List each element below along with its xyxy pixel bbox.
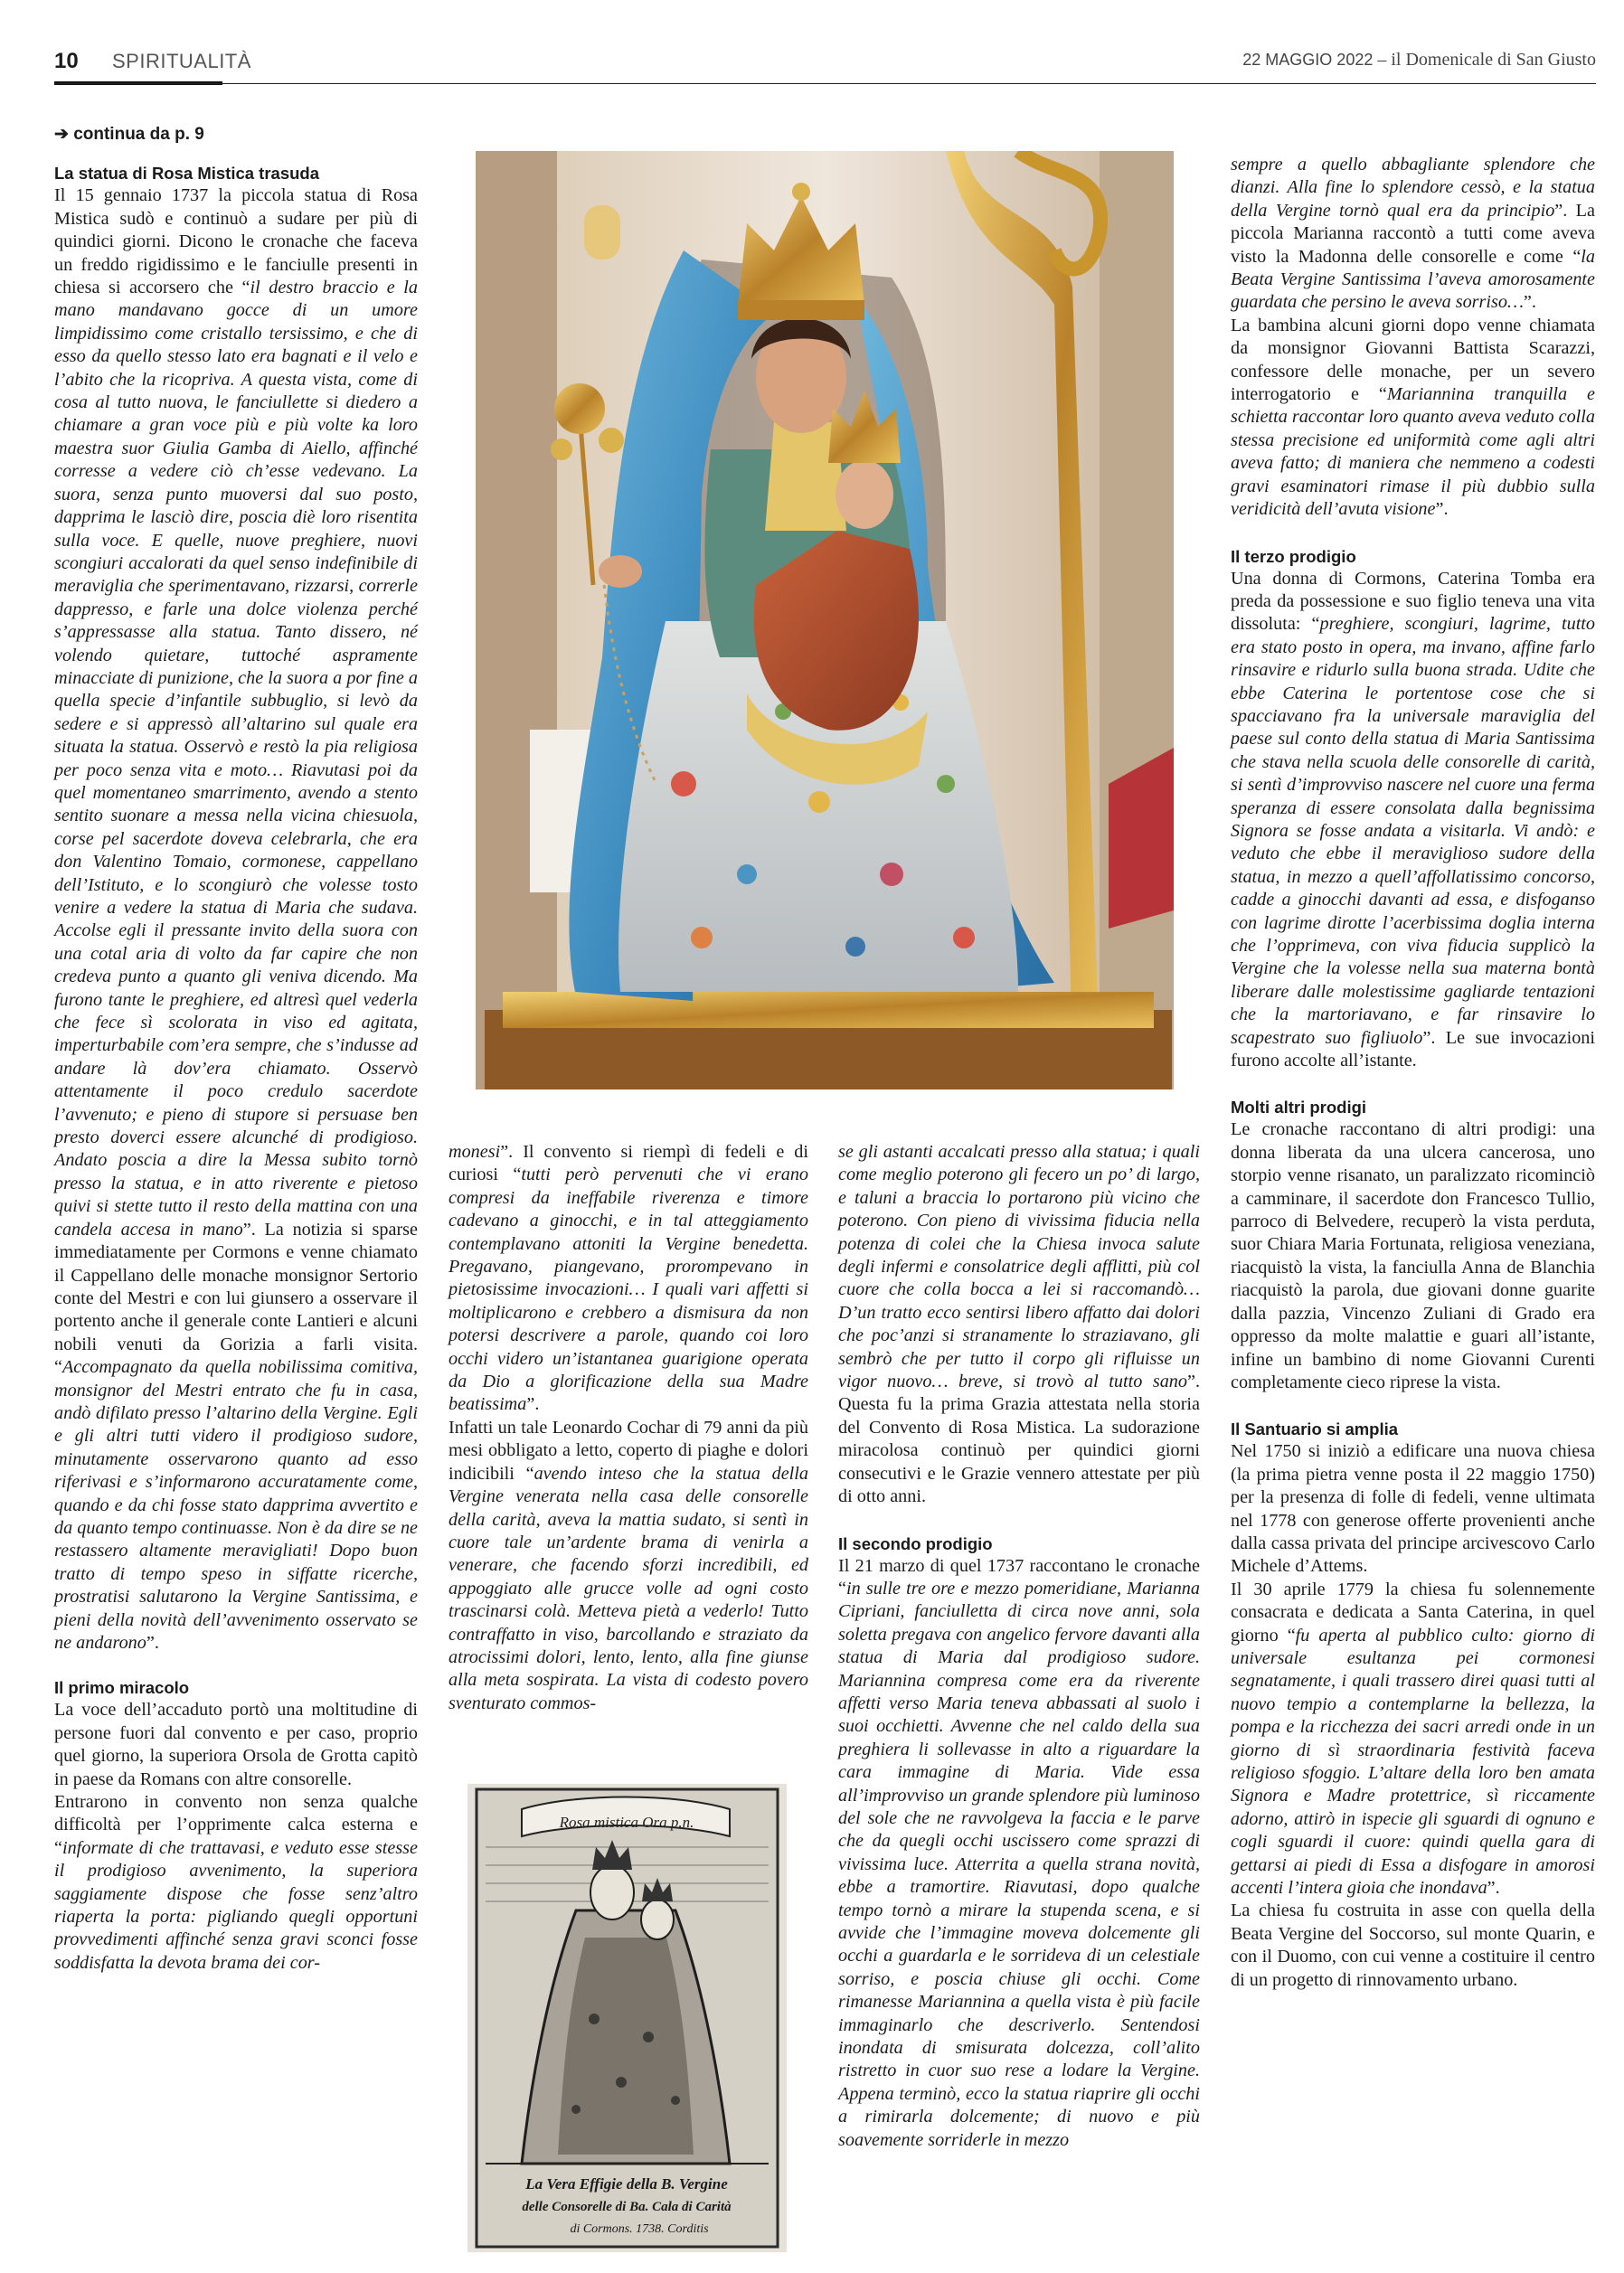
quote: preghiere, scongiuri, lagrime, tutto era stato posto in opera, ma invano, affine farlo rinsavire e ridurlo sulla buona strada. Udite che ebbe Caterina le portentose cose che si spacciavano fra la universale maraviglia del paese sul conto della statua di Maria Santissima che stava nella scuola delle consorelle di carità, si sentì d’improvviso nascere nel cuore una ferma speranza di essere consolata dalla begnissima Signora se fosse andata a visitarla. Vi andò: e veduto che ebbe il meraviglioso sudore della statua, in mezzo a quell’affollatissimo concorso, cadde a ginocchi davanti ad essa, e disfoganso con lagrime dirotte l’acerbissima doglia interna che l’opprimeva, con viva fiducia supplicò la Vergine che la volesse nella sua materna bontà liberare dalle molestissime gagliarde tentazioni che la martoriavano, e far rinsavire lo scapestrato suo figliuolo	[1231, 614, 1595, 1048]
header-rule	[54, 83, 1596, 84]
quote: in sulle tre ore e mezzo pomeridiane, Marianna Cipriani, fanciulletta di circa nove anni, sola soletta pregava con angelico fervore davanti alla statua di Maria dal prodigioso sudore. Mariannina compresa come era da riverente affetti verso Maria teneva abbassati al suolo i suoi occhietti. Avvenne che nel caldo della sua preghiera li sollevasse in alto a riguardare la cara immagine di Maria. Vide essa all’improvviso un grande splendore più luminoso del sole che ne ravvolgeva la faccia e le parve che da quegli occhi uscissero come sprazzi di vivissima luce. Atterrita a quella strana novità, ebbe a tramortire. Riavutasi, dopo qualche tempo tornò a mirare la stupenda scena, e si avvide che l’immagine moveva dolcemente gli occhi a guardarla e le sorrideva di un celestiale sorriso, e poscia chiuse gli occhi. Come rimanesse Mariannina a quella vista è più facile immaginarlo che descriverlo. Sentendosi inondata di smisurata dolcezza, coll’alito ristretto in cuor suo rese a lodare la Vergine. Appena terminò, ecco la statua riaprire gli occhi a rimirarla dolcemente; di nuovo e più soavemente sorriderle in mezzo	[838, 1578, 1200, 2150]
column-1	[54, 123, 418, 1975]
paragraph: sempre a quello abbagliante splendore che dianzi. Alla fine lo splendore cessò, e la statua della Vergine tornò qual era da principio”. La piccola Marianna raccontò a tutti come aveva visto la Madonna delle consorelle e come “la Beata Vergine Santissima l’aveva amorosamente guardata che persino le aveva sorriso…”.	[1231, 155, 1595, 313]
subheading-primo-miracolo: Il primo miracolo	[54, 1678, 190, 1698]
engraving-caption-line-2: delle Consorelle di Ba. Cala di Carità	[522, 2200, 732, 2214]
paragraph: La voce dell’accaduto portò una moltitudine di persone fuori dal convento e per caso, proprio quel giorno, la superiora Orsola de Grotta capitò in paese da Romans con altre consorelle.	[54, 1700, 418, 1789]
paragraph: Il 15 gennaio 1737 la piccola statua di Rosa Mistica sudò e continuò a sudare per più di quindici giorni. Dicono le cronache che faceva un freddo rigidissimo e le fanciulle presenti in chiesa si accorsero che “il destro braccio e la mano mandavano gocce di un umore limpidissimo come cristallo tersissimo, e che di esso da quello stesso lato era bagnati e il velo e l’abito che la ricopriva. A questa vista, come di cosa al tutto nuova, le fanciullette si diedero a chiamare a gran voce più e più volte ka loro maestra suor Giulia Gamba di Aiello, affinché corresse a vedere ciò ch’esse vedevano. La suora, senza punto muoversi dal suo posto, dapprima le lasciò dire, poscia diè loro risentita sulla voce. E quelle, nuove preghiere, nuovi scongiuri accalorati da quel senso indefinibile di meraviglia che sperimentavano, rizzarsi, correrle dappresso, e farle una dolce violenza perché s’appressasse alla statua. Tanto dissero, né volendo quietare, tuttoché aspramente minacciate di punizione, che la suora a por fine a quella specie d’infantile subbuglio, si levò da sedere e si appressò all’altarino sul quale era situata la statua. Osservò e restò la pia religiosa per poco senza vita e moto… Riavutasi poi da quel momentaneo smarrimento, avendo a stento sentito suonare a messa nella vicina chiesuola, corse pel sacerdote doveva celebrarla, che era don Valentino Tomaio, cormonese, cappellano dell’Istituto, e lo scongiurò che volesse tosto venire a vedere la statua di Maria che sudava. Accolse egli il pressante invito della suora con una cotal aria di volto da far capire che non credeva punto a quanto gli veniva dicendo. Ma furono tante le preghiere, ed altresì quel vederla che fece sì scolorata in viso ed agitata, imperturbabile com’era sempre, che s’indusse ad andare là dov’era chiamato. Osservò attentamente il poco credulo sacerdote l’avvenuto; e pieno di stupore si persuase ben presto doverci essere alcunché di prodigioso. Andato poscia a dire la Messa subito tornò presso la statua, e in atto riverente e pietoso quivi si stette tutto il resto della mattina con una candela accesa in mano”. La notizia si sparse immediatamente per Cormons e venne chiamato il Cappellano delle monache monsignor Sertorio conte del Mestri e con lui giunsero a osservare il portento anche il generale conte Lantieri e alcuni nobili venuti da Gorizia a farli visita. “Accompagnato da quella nobilissima comitiva, monsignor del Mestri entrato che fu in casa, andò difilato presso l’altarino della Vergine. Egli e gli altri tutti videro il prodigioso sudore, minutamente osservarono quanto ad esso riferivasi e s’informarono accuratamente come, quando e da chi fosse stato dapprima avvertito e da quanto tempo continuasse. Non è da dire se ne restassero altamente meravigliati! Dopo buon tratto di tempo speso in siffatte ricerche, prostratisi salutarono la Vergine Santissima, e pieni della novità dell’avvenimento osservato se ne andarono”.	[54, 185, 418, 1653]
paragraph: Infatti un tale Leonardo Cochar di 79 anni da più mesi obbligato a letto, coperto di piaghe e dolori indicibili “avendo inteso che la statua della Vergine venerata nella casa delle consorelle della carità, aveva la mattia sudato, si sentì in cuore tale un’ardente brama di venirla a venerare, che facendo sforzi incredibili, ed appoggiato alle grucce volle ad ogni costo trascinarsi colà. Metteva pietà a vederlo! Tutto contraffatto in viso, barcollando e straziato da atrocissimi dolori, lento, lento, alla fine giunse alla meta sospirata. La vista di codesto povero sventurato commos-	[448, 1417, 808, 1713]
paragraph: La chiesa fu costruita in asse con quella della Beata Vergine del Soccorso, sul monte Quarin, e con il Duomo, con cui venne a costituire il centro di un progetto di rinnovamento urbano.	[1231, 1900, 1595, 1990]
quote: tutti però pervenuti che vi erano compresi da ineffabile riverenza e timore cadevano a ginocchi, e in tal atteggiamento contemplavano attoniti la Vergine benedetta. Pregavano, piangevano, prorompevano in pietosissime invocazioni… I quali vari affetti si moltiplicarono e crebbero a dismisura da non potersi descrivere a parole, quando coi loro occhi videro un’istantanea guarigione operata da Dio a glorificazione della sua Madre beatissima	[448, 1165, 809, 1415]
column-3	[838, 1141, 1200, 2152]
paragraph: se gli astanti accalcati presso alla statua; i quali come meglio poterono gli fecero un po’ di largo, e taluni a braccia lo portarono più vicino che poterono. Con pieno di vivissima fiducia nella potenza di colei che la Chiesa invoca salute degli infermi e consolatrice degli afflitti, più col cuore che colla bocca a lei si raccomandò… D’un tratto ecco sentirsi libero affatto dai dolori che poc’anzi si stranamente lo straziavano, gli sembrò che per tutto il corpo gli rifluisse un vigor nuovo… breve, si trovò al tutto sano”. Questa fu la prima Grazia attestata nella storia del Convento di Rosa Mistica. La sudorazione miracolosa continuò per quindici giorni consecutivi e le Grazie vennero attestate per più di otto anni.	[838, 1142, 1200, 1507]
paragraph: Le cronache raccontano di altri prodigi: una donna liberata da una ulcera cancerosa, uno storpio venne risanato, un paralizzato ricominciò a camminare, il sacerdote don Francesco Tullio, parroco di Belvedere, recuperò la vista perduta, suor Chiara Maria Fortunata, religiosa veneziana, riacquistò la vista, la fanciulla Anna de Blanchia riacquistò la parola, due giovani donne guarite dalla pazzia, Vincenzo Zuliani di Grado era oppresso da molte malattie e guari all’istante, infine un bambino di nome Giovanni Curenti completamente cieco riprese la vista.	[1231, 1119, 1595, 1392]
quote: se gli astanti accalcati presso alla statua; i quali come meglio poterono gli fecero un po’ di largo, e taluni a braccia lo portarono più vicino che poterono. Con pieno di vivissima fiducia nella potenza di colei che la Chiesa invoca salute degli infermi e consolatrice degli afflitti, più col cuore che colla bocca a lei si raccomandò… D’un tratto ecco sentirsi libero affatto dai dolori che poc’anzi si stranamente lo straziavano, gli sembrò che per tutto il corpo gli rifluisse un vigor nuovo… breve, si trovò al tutto sano	[838, 1142, 1200, 1392]
quote: avendo inteso che la statua della Vergine venerata nella casa delle consorelle della carità, aveva la mattia sudato, si sentì in cuore tale un’ardente brama di venirla a venerare, che facendo sforzi incredibili, ed appoggiato alle grucce volle ad ogni costo trascinarsi colà. Metteva pietà a vederlo! Tutto contraffatto in viso, barcollando e straziato da atrocissimi dolori, lento, lento, alla fine giunse alla meta sospirata. La vista di codesto povero sventurato commos-	[448, 1463, 808, 1713]
page-number: 10	[54, 49, 79, 73]
subheading-molti-prodigi: Molti altri prodigi	[1231, 1098, 1367, 1118]
statue-photo	[476, 151, 1174, 1089]
quote: il destro braccio e la mano mandavano gocce di un umore limpidissimo come cristallo tersissimo, e che di esso da quello stesso lato era bagnati e il velo e l’abito che la ricopriva. A questa vista, come di cosa al tutto nuova, le fanciullette si diedero a chiamare a gran voce più e più volte ka loro maestra suor Giulia Gamba di Aiello, affinché corresse a vedere ciò ch’esse vedevano. La suora, senza punto muoversi dal suo posto, dapprima le lasciò dire, poscia diè loro risentita sulla voce. E quelle, nuove preghiere, nuovi scongiuri accalorati da quel senso indefinibile di meraviglia che sperimentavano, rizzarsi, correrle dappresso, e farle una dolce violenza perché s’appressasse alla statua. Tanto dissero, né volendo quietare, tuttoché aspramente minacciate di punizione, che la suora a por fine a quella specie d’infantile subbuglio, si levò da sedere e si appressò all’altarino sul quale era situata la statua. Osservò e restò la pia religiosa per poco senza vita e moto… Riavutasi poi da quel momentaneo smarrimento, avendo a stento sentito suonare a messa nella vicina chiesuola, corse pel sacerdote doveva celebrarla, che era don Valentino Tomaio, cormonese, cappellano dell’Istituto, e lo scongiurò che volesse tosto venire a vedere la statua di Maria che sudava. Accolse egli il pressante invito della suora con una cotal aria di volto da far capire che non credeva punto a quanto gli veniva dicendo. Ma furono tante le preghiere, ed altresì quel vederla che fece sì scolorata in viso ed agitata, imperturbabile com’era sempre, che s’indusse ad andare là dov’era chiamato. Osservò attentamente il poco credulo sacerdote l’avvenuto; e pieno di stupore si persuase ben presto doverci essere alcunché di prodigioso. Andato poscia a dire la Messa subito tornò presso la statua, e in atto riverente e pietoso quivi si stette tutto il resto della mattina con una candela accesa in mano	[54, 278, 418, 1240]
subheading-secondo-prodigio: Il secondo prodigio	[838, 1533, 993, 1553]
continued-from-link[interactable]: ➔ continua da p. 9	[54, 125, 204, 144]
section-title: SPIRITUALITÀ	[112, 50, 251, 72]
publication-name: – il Domenicale di San Giusto	[1373, 50, 1596, 70]
paragraph: Nel 1750 si iniziò a edificare una nuova chiesa (la prima pietra venne posta il 22 maggio 1750) per la presenza di folle di fedeli, venne ultimata nel 1778 con generose offerte provenienti anche dalla cassa privata del principe arcivescovo Carlo Michele d’Attems.	[1231, 1441, 1595, 1577]
column-4	[1231, 154, 1595, 1992]
issue-date: 22 MAGGIO 2022	[1242, 51, 1374, 69]
paragraph: Il 30 aprile 1779 la chiesa fu solennemente consacrata e dedicata a Santa Caterina, in quel giorno “fu aperta al pubblico culto: giorno di universale esultanza pei cormonesi segnatamente, i quali trassero direi quasi tutti al nuovo tempio a contemplarne la bellezza, la pompa e la ricchezza dei sacri arredi onde in un giorno di sì straordinaria festività faceva religioso sfoggio. L’altare della loro ben amata Signora e Madre protettrice, sì riccamente adorno, attirò in ispecie gli sguardi di ognuno e cogli sguardi il cuore: quindi quella gara di gettarsi ai piedi di Essa a disfogare in amorosi accenti l’intera gioia che inondava”.	[1231, 1579, 1596, 1899]
quote: sempre a quello abbagliante splendore che dianzi. Alla fine lo splendore cessò, e la statua della Vergine tornò qual era da principio	[1231, 155, 1595, 221]
engraving-caption-line-3: di Cormons. 1738. Corditis	[570, 2222, 709, 2236]
engraving-top-caption: Rosa mistica Ora p.n.	[559, 1814, 694, 1831]
paragraph: Una donna di Cormons, Caterina Tomba era preda da possessione e suo figlio teneva una vita dissoluta: “preghiere, scongiuri, lagrime, tutto era stato posto in opera, ma invano, affine farlo rinsavire e ridurlo sulla buona strada. Udite che ebbe Caterina le portentose cose che si spacciavano fra la universale maraviglia del paese sul conto della statua di Maria Santissima che stava nella scuola delle consorelle di carità, si sentì d’improvviso nascere nel cuore una ferma speranza di essere consolata dalla begnissima Signora se fosse andata a visitarla. Vi andò: e veduto che ebbe il meraviglioso sudore della statua, in mezzo a quell’affollatissimo concorso, cadde a ginocchi davanti ad essa, e disfoganso con lagrime dirotte l’acerbissima doglia interna che l’opprimeva, con viva fiducia supplicò la Vergine che la volesse nella sua materna bontà liberare dalle molestissime gagliarde tentazioni che la martoriavano, e far rinsavire lo scapestrato suo figliuolo”. Le sue invocazioni furono accolte all’istante.	[1231, 568, 1595, 1071]
quote: Mariannina tranquilla e schietta raccontar loro quanto aveva veduto colla stessa precisione ed uniformità come agli altri aveva fatto; di maniera che nemmeno a codesti gravi esaminatori rimase il più dubbio sulla veridicità dell’avuta visione	[1231, 384, 1595, 520]
paragraph: Il 21 marzo di quel 1737 raccontano le cronache “in sulle tre ore e mezzo pomeridiane, Marianna Cipriani, fanciulletta di circa nove anni, sola soletta pregava con angelico fervore davanti alla statua di Maria dal prodigioso sudore. Mariannina compresa come era da riverente affetti verso Maria teneva abbassati al suolo i suoi occhietti. Avvenne che nel caldo della sua preghiera li sollevasse in alto a riguardare la cara immagine di Maria. Vide essa all’improvviso un grande splendore più luminoso del sole che ne ravvolgeva la faccia e le parve che da quegli occhi uscissero come sprazzi di vivissima luce. Atterrita a quella strana novità, ebbe a tramortire. Riavutasi, dopo qualche tempo tornò a mirare la stupenda scena, e si avvide che l’immagine moveva dolcemente gli occhi a guardarla e le sorrideva di un celestiale sorriso, e poscia chiuse gli occhi. Come rimanesse Mariannina a quella vista è più facile immaginarlo che descriverlo. Sentendosi inondata di smisurata dolcezza, coll’alito ristretto in cuor suo rese a lodare la Vergine. Appena terminò, ecco la statua riaprire gli occhi a rimirarla dolcemente; di nuovo e più soavemente sorriderle in mezzo	[838, 1555, 1200, 2150]
issue-info	[1242, 50, 1596, 71]
historical-engraving	[467, 1784, 787, 2252]
page-header	[54, 45, 1596, 85]
quote: Accompagnato da quella nobilissima comitiva, monsignor del Mestri entrato che fu in casa, andò difilato presso l’altarino della Vergine. Egli e gli altri tutti videro il prodigioso sudore, minutamente osservarono quanto ad esso riferivasi e s’informarono accuratamente come, quando e da chi fosse stato dapprima avvertito e da quanto tempo continuasse. Non è da dire se ne restassero altamente meravigliati! Dopo buon tratto di tempo speso in siffatte ricerche, prostratisi salutarono la Vergine Santissima, e pieni della novità dell’avvenimento osservato se ne andarono	[54, 1357, 418, 1653]
subheading-statua: La statua di Rosa Mistica trasuda	[54, 164, 320, 184]
paragraph: monesi”. Il convento si riempì di fedeli e di curiosi “tutti però pervenuti che vi erano compresi da ineffabile riverenza e timore cadevano a ginocchi, e in tal atteggiamento contemplavano attoniti la Vergine benedetta. Pregavano, piangevano, prorompevano in pietosissime invocazioni… I quali vari affetti si moltiplicarono e crebbero a dismisura da non potersi descrivere a parole, quando coi loro occhi videro un’istantanea guarigione operata da Dio a glorificazione della sua Madre beatissima”.	[448, 1142, 809, 1415]
rosa-mistica-statue-image	[476, 151, 1174, 1089]
paragraph: La bambina alcuni giorni dopo venne chiamata da monsignor Giovanni Battista Scarazzi, confessore delle monache, per un severo interrogatorio e “Mariannina tranquilla e schietta raccontar loro quanto aveva veduto colla stessa precisione ed uniformità come agli altri aveva fatto; di maniera che nemmeno a codesti gravi esaminatori rimase il più dubbio sulla veridicità dell’avuta visione”.	[1231, 315, 1595, 520]
column-2	[448, 1141, 808, 1715]
subheading-terzo-prodigio: Il terzo prodigio	[1231, 546, 1356, 566]
paragraph: Entrarono in convento non senza qualche difficoltà per l’opprimente calca esterna e “informate di che trattavasi, e veduto esse stesse il prodigioso avvenimento, la superiora saggiamente dispose che fosse senz’altro riaperta la porta: pigliando quegli opportuni provvedimenti affinché senza gravi sconci fosse soddisfatta la devota brama dei cor-	[54, 1792, 418, 1973]
engraving-caption-line-1: La Vera Effigie della B. Vergine	[525, 2175, 728, 2193]
subheading-santuario: Il Santuario si amplia	[1231, 1419, 1399, 1439]
quote: informate di che trattavasi, e veduto esse stesse il prodigioso avvenimento, la superiora saggiamente dispose che fosse senz’altro riaperta la porta: pigliando quegli opportuni provvedimenti affinché senza gravi sconci fosse soddisfatta la devota brama dei cor-	[54, 1837, 418, 1973]
quote: fu aperta al pubblico culto: giorno di universale esultanza pei cormonesi segnatamente, i quali trassero direi quasi tutti al nuovo tempio a contemplarne la bellezza, la pompa e la ricchezza dei sacri arredi onde in un giorno di sì straordinaria festività faceva religioso sfoggio. L’altare della loro ben amata Signora e Madre protettrice, sì riccamente adorno, attirò in ispecie gli sguardi di ognuno e cogli sguardi il cuore: quindi quella gara di gettarsi ai piedi di Essa a disfogare in amorosi accenti l’intera gioia che inondava	[1231, 1625, 1596, 1899]
engraving-image	[467, 1784, 787, 2252]
quote: la Beata Vergine Santissima l’aveva amorosamente guardata che persino le aveva sorriso…	[1231, 246, 1595, 313]
